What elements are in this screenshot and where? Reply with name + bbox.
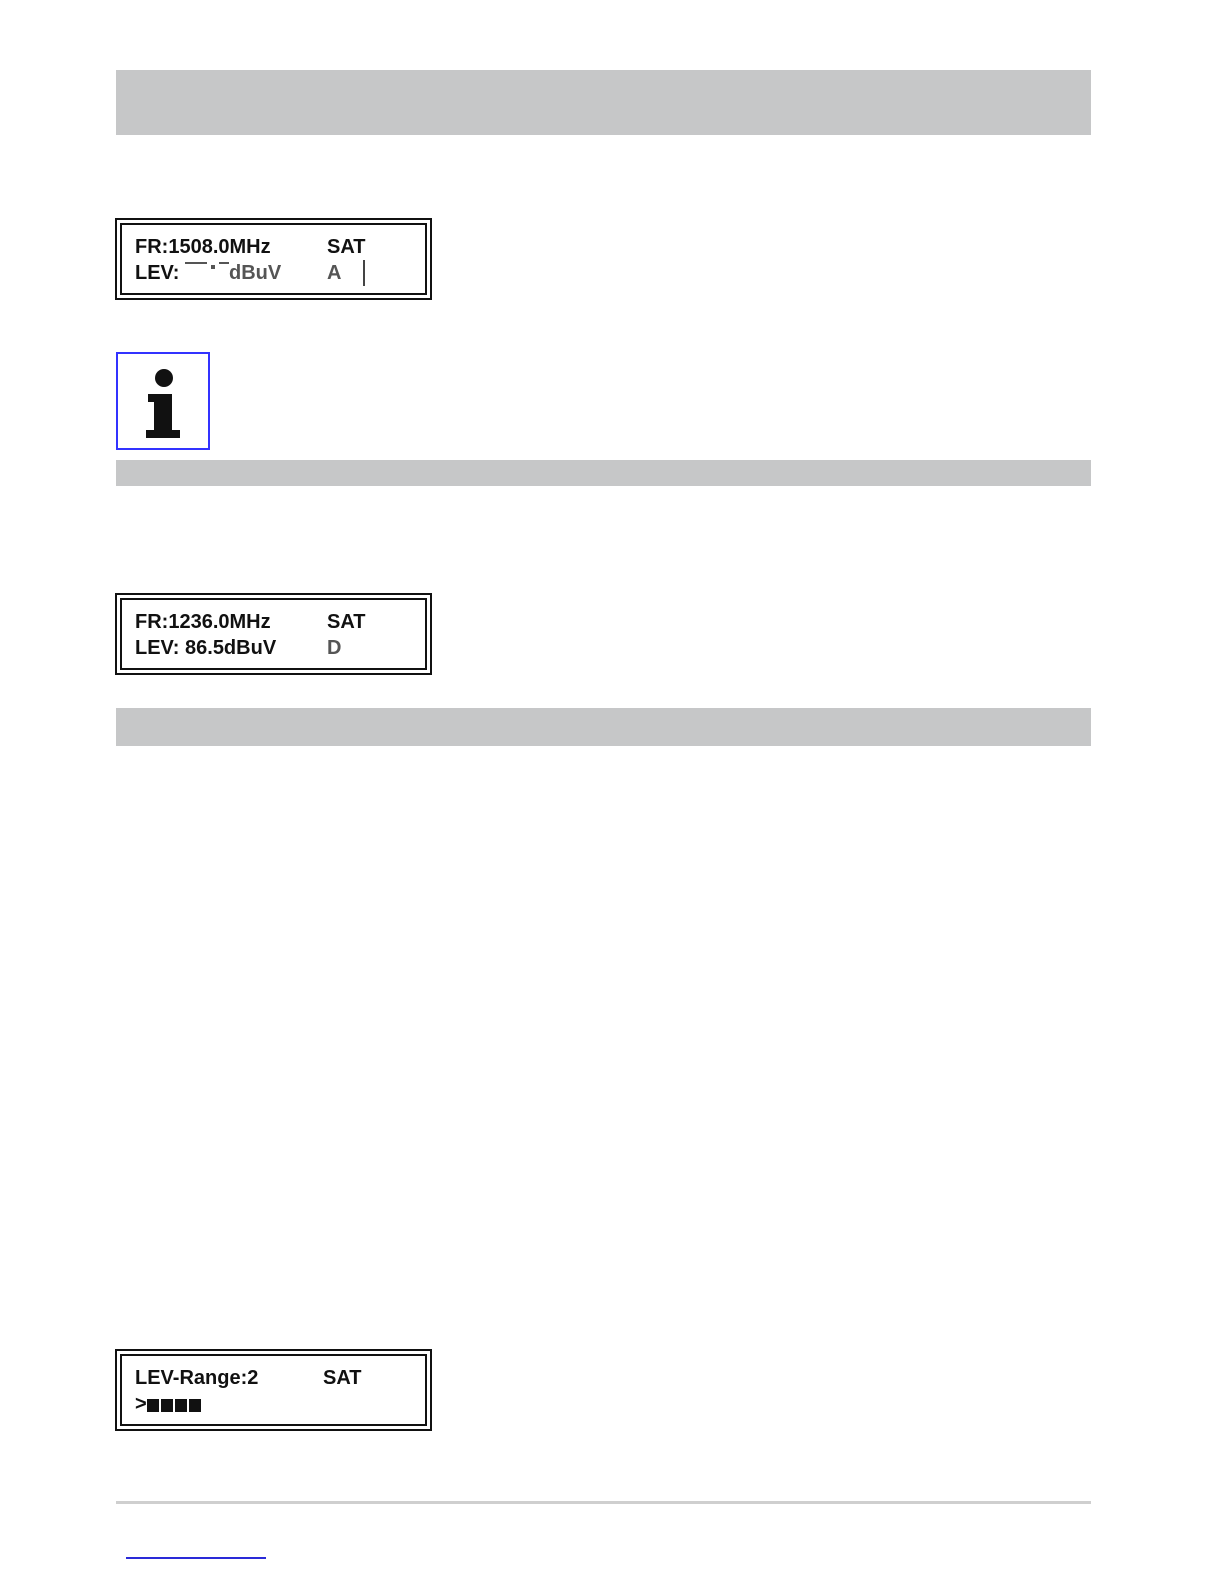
info-box	[116, 352, 210, 450]
level-readout: LEV: 86.5dBuV	[135, 637, 277, 659]
level-bar-block	[189, 1399, 201, 1412]
lcd-display-3	[115, 1349, 432, 1431]
band-label: SAT	[327, 236, 366, 258]
lcd-display-2-row-2	[135, 635, 425, 661]
band-label: SAT	[327, 611, 366, 633]
footer-rule	[116, 1501, 1091, 1504]
footer-link-underline[interactable]	[126, 1557, 266, 1559]
level-bar-block	[147, 1399, 159, 1412]
band-label: SAT	[323, 1367, 362, 1389]
level-bar-graph	[147, 1391, 203, 1419]
info-icon	[118, 354, 208, 448]
lcd-display-2-row-1	[135, 609, 425, 635]
mode-indicator: D	[327, 637, 342, 659]
cursor-bar	[363, 260, 365, 286]
lcd-display-3-row-2	[135, 1391, 425, 1417]
lcd-display-2	[115, 593, 432, 675]
level-bar-block	[175, 1399, 187, 1412]
frequency-readout: FR:1236.0MHz	[135, 611, 271, 633]
lcd-display-1-row-1	[135, 234, 425, 260]
level-range-label: LEV-Range:2	[135, 1367, 259, 1389]
lcd-display-1-row-2	[135, 260, 425, 286]
level-placeholder-dashes	[185, 260, 229, 286]
level-prefix: LEV:	[135, 262, 180, 284]
lcd-display-3-row-1	[135, 1365, 425, 1391]
frequency-readout: FR:1508.0MHz	[135, 236, 271, 258]
level-bar-prefix: >	[135, 1393, 147, 1415]
section-band-2	[116, 708, 1091, 746]
header-band	[116, 70, 1091, 135]
mode-indicator: A	[327, 260, 365, 286]
lcd-display-1	[115, 218, 432, 300]
section-band-1	[116, 460, 1091, 486]
level-bar-block	[161, 1399, 173, 1412]
level-unit: dBuV	[229, 262, 282, 284]
